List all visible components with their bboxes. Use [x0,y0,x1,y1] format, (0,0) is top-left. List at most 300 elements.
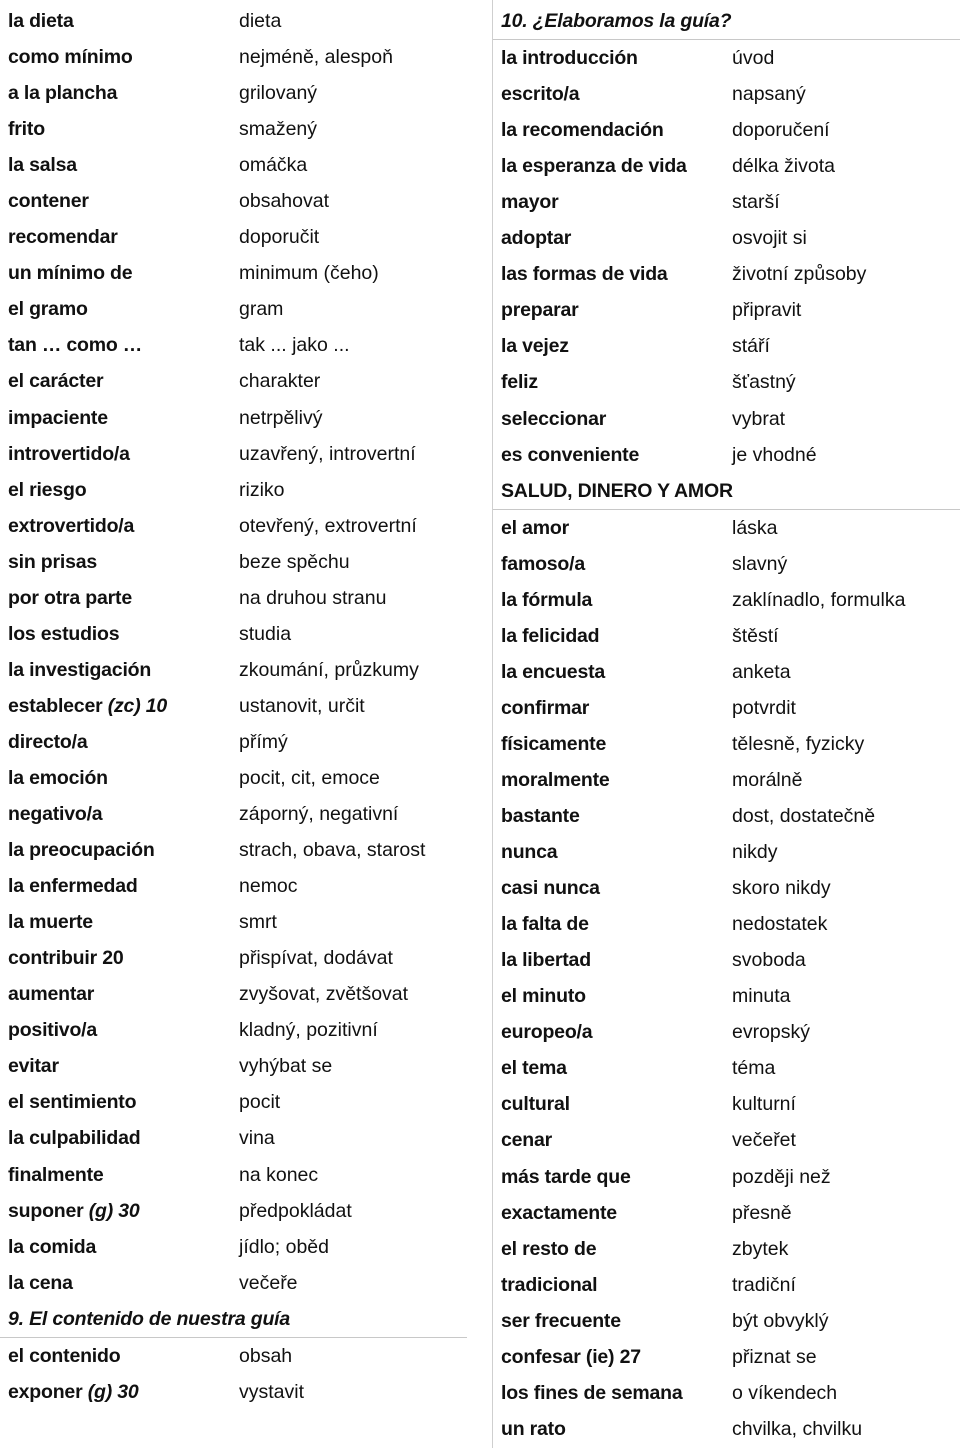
conjugation-note: (g) 30 [87,1380,139,1403]
spanish-term-text: suponer [8,1199,84,1222]
spanish-term [501,1303,621,1339]
spanish-term [8,724,87,760]
spanish-term [8,436,130,472]
czech-translation: zbytek [732,1237,789,1260]
spanish-term-text: contener [8,190,89,213]
vocabulary-row [0,219,467,255]
czech-translation: připravit [732,299,802,322]
czech-translation: obsah [239,1344,293,1367]
czech-translation: skoro nikdy [732,877,831,900]
spanish-term [8,652,151,688]
spanish-term [8,1193,140,1229]
section-heading [493,3,960,40]
czech-translation: dost, dostatečně [732,805,876,828]
czech-translation: přesně [732,1201,792,1224]
spanish-term [501,1122,552,1158]
czech-translation: později než [732,1165,831,1188]
spanish-term [501,1339,641,1375]
spanish-term [501,1375,683,1411]
vocabulary-row [0,75,467,111]
spanish-term [8,183,89,219]
czech-translation: morálně [732,768,803,791]
vocabulary-row [0,760,467,796]
vocabulary-row [0,868,467,904]
spanish-term-text: la esperanza de vida [501,155,687,178]
spanish-term [501,978,586,1014]
spanish-term-text: positivo/a [8,1019,98,1042]
spanish-term [8,904,93,940]
spanish-term-text: adoptar [501,227,572,250]
vocabulary-row [0,796,467,832]
vocabulary-row [493,726,960,762]
spanish-term [8,219,118,255]
vocabulary-row [493,798,960,834]
spanish-term-text: impaciente [8,406,108,429]
czech-translation: úvod [732,47,775,70]
spanish-term [501,1195,617,1231]
spanish-term-text: exactamente [501,1201,617,1224]
vocabulary-row [0,1229,467,1265]
spanish-term-text: la falta de [501,913,589,936]
vocabulary-row [493,762,960,798]
czech-translation: minimum (čeho) [239,262,379,285]
czech-translation: přiznat se [732,1345,817,1368]
spanish-term-text: extrovertido/a [8,514,135,537]
spanish-term-text: un mínimo de [8,262,133,285]
spanish-term [501,510,569,546]
spanish-term-text: finalmente [8,1163,104,1186]
vocabulary-row [493,1267,960,1303]
spanish-term [8,544,97,580]
spanish-term-text: la investigación [8,658,152,681]
vocabulary-row [0,3,467,39]
spanish-term-text: por otra parte [8,586,132,609]
spanish-term [501,798,580,834]
spanish-term-text: un rato [501,1417,566,1440]
czech-translation: netrpělivý [239,406,323,429]
spanish-term [501,401,606,437]
vocabulary-row [493,654,960,690]
section-heading-text: 10. ¿Elaboramos la guía? [501,10,732,32]
spanish-term [501,1411,566,1447]
spanish-term [501,1050,567,1086]
czech-translation: smrt [239,911,277,934]
spanish-term [8,1120,140,1156]
czech-translation: dieta [239,10,282,32]
vocabulary-row [0,1012,467,1048]
czech-translation: o víkendech [732,1381,838,1404]
vocabulary-row [0,1048,467,1084]
czech-translation: nikdy [732,841,778,864]
spanish-term [8,1048,59,1084]
vocabulary-row [493,220,960,256]
spanish-term-text: moralmente [501,768,610,791]
spanish-term-text: el gramo [8,298,88,321]
spanish-term [8,760,108,796]
vocabulary-row [0,832,467,868]
vocabulary-row [493,618,960,654]
vocabulary-row [493,510,960,546]
czech-translation: osvojit si [732,227,807,250]
spanish-term [8,111,45,147]
section-heading [493,473,960,510]
czech-translation: přispívat, dodávat [239,947,393,970]
vocabulary-row [493,834,960,870]
spanish-term-text: los fines de semana [501,1381,683,1404]
czech-translation: ustanovit, určit [239,694,365,717]
vocabulary-row [493,112,960,148]
spanish-term [8,400,108,436]
vocabulary-row [493,76,960,112]
spanish-term-text: evitar [8,1055,59,1078]
spanish-term-text: el amor [501,516,569,539]
spanish-term [8,472,86,508]
spanish-term-text: el tema [501,1057,567,1080]
conjugation-note: (g) 30 [88,1199,140,1222]
spanish-term-text: la libertad [501,949,591,972]
spanish-term [501,437,639,473]
section-heading-text: 9. El contenido de nuestra guía [8,1307,291,1330]
czech-translation: být obvyklý [732,1309,829,1332]
vocabulary-row [0,904,467,940]
spanish-term [501,112,664,148]
czech-translation: jídlo; oběd [239,1235,329,1258]
spanish-term-text: nunca [501,841,558,864]
spanish-term [8,796,102,832]
spanish-term-text: la fórmula [501,588,593,611]
czech-translation: zkoumání, průzkumy [239,658,419,681]
czech-translation: délka života [732,155,835,178]
spanish-term [8,940,124,976]
vocabulary-row [0,1084,467,1120]
czech-translation: záporný, negativní [239,803,399,826]
spanish-term-text: exponer [8,1380,83,1403]
spanish-term [8,1157,104,1193]
vocabulary-row [493,1086,960,1122]
czech-translation: napsaný [732,83,806,106]
vocabulary-row [493,40,960,76]
czech-translation: na druhou stranu [239,586,387,609]
spanish-term-text: el carácter [8,370,104,393]
czech-translation: zvyšovat, zvětšovat [239,983,409,1006]
spanish-term-text: sin prisas [8,550,98,573]
vocabulary-row [493,1195,960,1231]
czech-translation: šťastný [732,371,796,394]
czech-translation: studia [239,622,292,645]
czech-translation: tělesně, fyzicky [732,732,865,755]
vocabulary-row [493,184,960,220]
spanish-term [8,147,77,183]
vocabulary-row [0,508,467,544]
spanish-term-text: los estudios [8,622,120,645]
vocabulary-row [0,580,467,616]
czech-translation: pocit [239,1091,281,1114]
vocabulary-row [493,437,960,473]
czech-translation: slavný [732,552,788,575]
vocabulary-row [0,327,467,363]
spanish-term-text: la comida [8,1235,97,1258]
czech-translation: otevřený, extrovertní [239,514,417,537]
czech-translation: riziko [239,478,285,501]
czech-translation: téma [732,1057,776,1080]
spanish-term [501,618,599,654]
spanish-term [501,364,538,400]
vocabulary-row [0,688,467,724]
spanish-term [501,76,579,112]
spanish-term [8,1338,120,1374]
spanish-term [8,1229,96,1265]
vocabulary-row [493,1411,960,1447]
spanish-term-text: la encuesta [501,660,606,683]
spanish-term-text: la introducción [501,47,638,70]
vocabulary-row [493,942,960,978]
spanish-term-text: las formas de vida [501,263,668,286]
spanish-term [501,654,605,690]
vocabulary-row [0,1193,467,1229]
spanish-term [501,834,557,870]
spanish-term-text: la emoción [8,766,108,789]
spanish-term-text: el contenido [8,1344,121,1367]
vocabulary-row [493,401,960,437]
czech-translation: charakter [239,370,321,393]
vocabulary-row [493,870,960,906]
spanish-term-text: el minuto [501,985,586,1008]
vocabulary-row [493,328,960,364]
spanish-term-text: la cena [8,1271,73,1294]
vocabulary-row [0,1338,467,1374]
czech-translation: tak ... jako ... [239,334,350,357]
czech-translation: zaklínadlo, formulka [732,588,906,611]
spanish-term [8,39,133,75]
spanish-term-text: frito [8,118,45,141]
spanish-term-text: recomendar [8,226,118,249]
spanish-term [501,546,585,582]
vocabulary-row [0,291,467,327]
czech-translation: na konec [239,1163,319,1186]
vocabulary-row [493,148,960,184]
spanish-term [8,363,103,399]
czech-translation: svoboda [732,949,806,972]
czech-translation: nejméně, alespoň [239,46,393,69]
vocabulary-row [0,436,467,472]
vocabulary-row [0,1374,467,1410]
czech-translation: omáčka [239,154,308,177]
spanish-term-text: feliz [501,371,538,394]
vocabulary-row [493,1122,960,1158]
vocabulary-row [0,111,467,147]
spanish-term [501,870,600,906]
spanish-term [501,148,687,184]
spanish-term [501,582,592,618]
czech-translation: nemoc [239,875,298,898]
vocabulary-row [493,1231,960,1267]
spanish-term-text: el riesgo [8,478,87,501]
vocabulary-row [0,940,467,976]
spanish-term [8,291,88,327]
czech-translation: nedostatek [732,913,828,936]
spanish-term [501,220,571,256]
spanish-term-text: introvertido/a [8,442,130,465]
spanish-term-text: la salsa [8,154,77,177]
left-vocabulary-column [0,3,467,1410]
czech-translation: chvilka, chvilku [732,1417,863,1440]
section-heading-text: SALUD, DINERO Y AMOR [501,479,733,502]
czech-translation: tradiční [732,1273,796,1296]
spanish-term-text: la vejez [501,335,569,358]
spanish-term-text: la preocupación [8,839,155,862]
vocabulary-row [0,1157,467,1193]
vocabulary-row [0,544,467,580]
vocabulary-row [0,183,467,219]
spanish-term-text: tradicional [501,1273,598,1296]
spanish-term-text: contribuir 20 [8,947,124,970]
spanish-term-text: directo/a [8,730,88,753]
spanish-term [8,1012,97,1048]
spanish-term [8,1084,136,1120]
czech-translation: večeřet [732,1129,796,1152]
spanish-term-text: ser frecuente [501,1309,621,1332]
czech-translation: vyhýbat se [239,1055,333,1078]
czech-translation: doporučit [239,226,320,249]
vocabulary-row [493,1014,960,1050]
czech-translation: anketa [732,660,791,683]
spanish-term-text: famoso/a [501,552,586,575]
spanish-term-text: la recomendación [501,119,664,142]
czech-translation: stáří [732,335,770,358]
spanish-term-text: como mínimo [8,46,133,69]
vocabulary-row [493,1303,960,1339]
spanish-term [8,868,138,904]
czech-translation: doporučení [732,119,830,142]
spanish-term-text: seleccionar [501,407,607,430]
spanish-term-text: la culpabilidad [8,1127,141,1150]
czech-translation: vystavit [239,1380,305,1403]
czech-translation: předpokládat [239,1199,352,1222]
spanish-term-text: bastante [501,805,580,828]
vocabulary-row [0,255,467,291]
spanish-term [501,1231,596,1267]
spanish-term [8,832,155,868]
spanish-term [501,762,610,798]
vocabulary-row [493,292,960,328]
czech-translation: vina [239,1127,275,1150]
vocabulary-row [0,147,467,183]
czech-translation: je vhodné [732,443,817,466]
spanish-term-text: tan … como … [8,334,143,357]
vocabulary-row [0,400,467,436]
czech-translation: přímý [239,730,288,753]
czech-translation: minuta [732,985,791,1008]
czech-translation: vybrat [732,407,786,430]
spanish-term-text: es conveniente [501,443,640,466]
spanish-term [501,690,589,726]
conjugation-note: (zc) 10 [107,694,167,717]
vocabulary-row [0,616,467,652]
spanish-term [8,3,74,39]
vocabulary-row [493,546,960,582]
czech-translation: beze spěchu [239,550,350,573]
spanish-term [8,1265,73,1301]
vocabulary-row [493,690,960,726]
czech-translation: uzavřený, introvertní [239,442,416,465]
spanish-term-text: cultural [501,1093,570,1116]
spanish-term [501,40,638,76]
spanish-term-text: casi nunca [501,877,600,900]
czech-translation: štěstí [732,624,779,647]
spanish-term [8,688,167,724]
spanish-term-text: negativo/a [8,803,103,826]
spanish-term-text: la muerte [8,911,93,934]
spanish-term-text: la enfermedad [8,875,138,898]
spanish-term-text: mayor [501,191,559,214]
czech-translation: kulturní [732,1093,796,1116]
spanish-term-text: el sentimiento [8,1091,137,1114]
vocabulary-row [493,1050,960,1086]
czech-translation: starší [732,191,780,214]
spanish-term [8,580,132,616]
spanish-term [501,906,589,942]
spanish-term-text: a la plancha [8,82,118,105]
spanish-term [501,1014,592,1050]
spanish-term-text: aumentar [8,983,95,1006]
czech-translation: večeře [239,1271,298,1294]
spanish-term-text: físicamente [501,732,607,755]
vocabulary-row [0,472,467,508]
spanish-term [501,726,606,762]
spanish-term-text: más tarde que [501,1165,631,1188]
czech-translation: kladný, pozitivní [239,1019,378,1042]
spanish-term [8,75,117,111]
vocabulary-row [493,582,960,618]
czech-translation: strach, obava, starost [239,839,426,862]
spanish-term [8,1374,139,1410]
spanish-term-text: confirmar [501,696,590,719]
spanish-term [501,256,668,292]
vocabulary-row [0,976,467,1012]
spanish-term [501,1267,597,1303]
vocabulary-row [0,363,467,399]
spanish-term [501,1086,570,1122]
spanish-term [8,976,94,1012]
vocabulary-row [493,1159,960,1195]
spanish-term-text: europeo/a [501,1021,593,1044]
right-vocabulary-column [492,0,960,1448]
vocabulary-row [493,906,960,942]
czech-translation: pocit, cit, emoce [239,766,380,789]
spanish-term-text: el resto de [501,1237,597,1260]
czech-translation: životní způsoby [732,263,867,286]
vocabulary-row [0,1265,467,1301]
vocabulary-row [0,1120,467,1156]
spanish-term [8,616,119,652]
vocabulary-row [493,364,960,400]
czech-translation: gram [239,298,284,321]
spanish-term [501,1159,631,1195]
czech-translation: potvrdit [732,696,796,719]
vocabulary-row [0,652,467,688]
czech-translation: grilovaný [239,82,318,105]
spanish-term [8,508,134,544]
spanish-term-text: escrito/a [501,83,580,106]
spanish-term [501,184,559,220]
spanish-term-text: cenar [501,1129,553,1152]
vocabulary-row [0,724,467,760]
vocabulary-row [0,39,467,75]
spanish-term [8,255,132,291]
vocabulary-row [493,1339,960,1375]
spanish-term-text: establecer [8,694,103,717]
section-heading [0,1301,467,1338]
